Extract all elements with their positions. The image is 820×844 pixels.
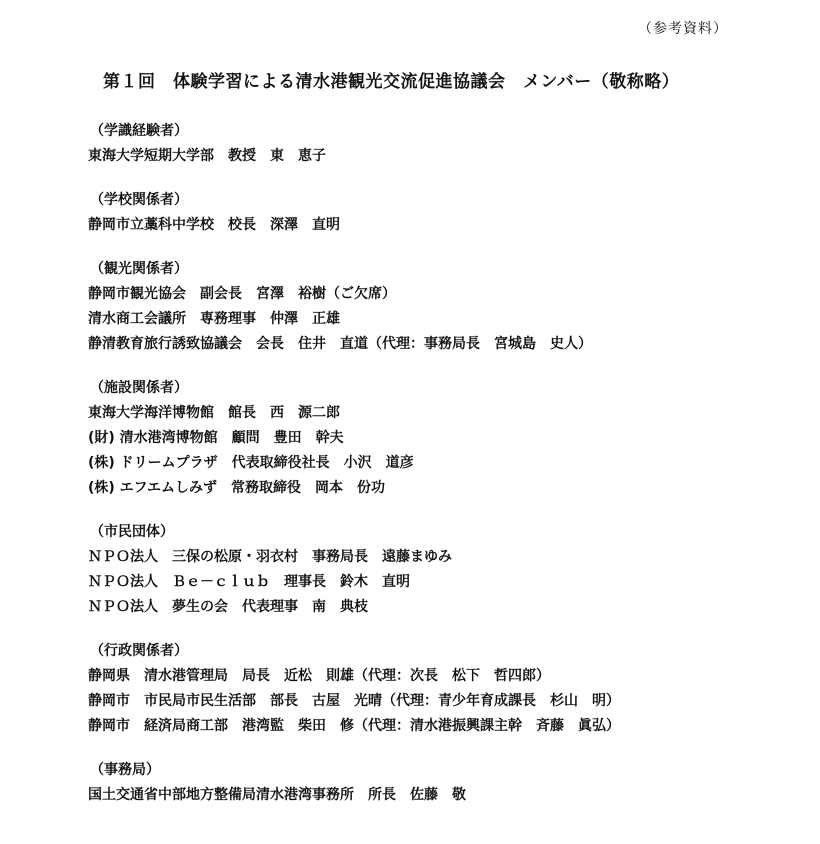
section-heading: （施設関係者） [90,380,188,396]
reference-label: （参考資料） [638,21,728,37]
member-line: ＮＰＯ法人 三保の松原・羽衣村 事務局長 遠藤まゆみ [88,549,452,565]
section-school [88,188,808,238]
section-facilities [88,376,808,501]
member-line: (株) ドリームプラザ 代表取締役社長 小沢 道彦 [88,455,414,471]
section-secretariat [88,758,808,808]
member-line: 東海大学海洋博物館 館長 西 源二郎 [88,405,340,421]
member-line: 清水商工会議所 専務理事 仲澤 正雄 [88,311,340,327]
member-line: 静清教育旅行誘致協議会 会長 住井 直道（代理：事務局長 宮城島 史人） [88,336,592,352]
section-heading: （学識経験者） [90,123,188,139]
member-line: ＮＰＯ法人 夢生の会 代表理事 南 典枝 [88,599,368,615]
member-line: ＮＰＯ法人 Ｂｅ－ｃｌｕｂ 理事長 鈴木 直明 [88,574,410,590]
section-heading: （学校関係者） [90,192,188,208]
member-line: 東海大学短期大学部 教授 東 恵子 [88,148,326,164]
section-heading: （行政関係者） [90,643,188,659]
document-title: 第１回 体験学習による清水港観光交流促進協議会 メンバー（敬称略） [103,72,680,92]
member-line: 静岡市立藁科中学校 校長 深澤 直明 [88,217,340,233]
member-line: 静岡市 経済局商工部 港湾監 柴田 修（代理：清水港振興課主幹 斉藤 眞弘） [88,718,620,734]
section-citizen-groups [88,520,808,620]
member-line: (株) エフエムしみず 常務取締役 岡本 份功 [88,480,385,496]
member-line: 国土交通省中部地方整備局清水港湾事務所 所長 佐藤 敬 [88,787,466,803]
member-list [88,119,808,827]
section-heading: （事務局） [90,762,160,778]
member-line: 静岡県 清水港管理局 局長 近松 則雄（代理：次長 松下 哲四郎） [88,668,550,684]
section-heading: （市民団体） [90,524,174,540]
section-government [88,639,808,739]
section-tourism [88,257,808,357]
section-academic [88,119,808,169]
member-line: (財) 清水港湾博物館 顧問 豊田 幹夫 [88,430,344,446]
member-line: 静岡市観光協会 副会長 宮澤 裕樹（ご欠席） [88,286,396,302]
member-line: 静岡市 市民局市民生活部 部長 古屋 光晴（代理：青少年育成課長 杉山 明） [88,693,620,709]
section-heading: （観光関係者） [90,261,188,277]
